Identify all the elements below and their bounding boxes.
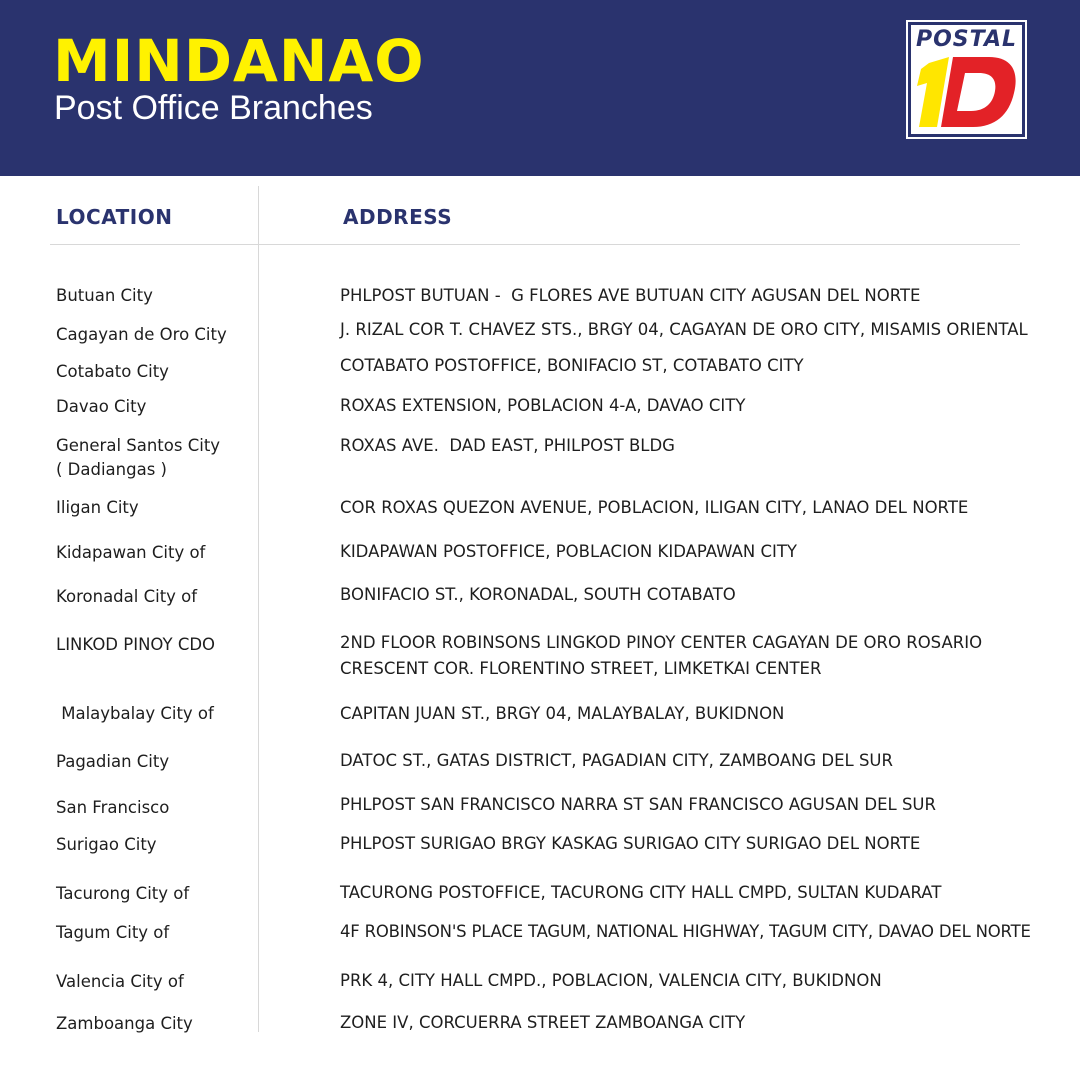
location-cell: Davao City: [56, 397, 147, 416]
header-banner: [0, 0, 1080, 176]
location-cell: Pagadian City: [56, 752, 170, 771]
location-cell: Surigao City: [56, 835, 157, 854]
postal-id-logo: [908, 22, 1025, 137]
address-cell: KIDAPAWAN POSTOFFICE, POBLACION KIDAPAWAN CITY: [340, 542, 798, 561]
location-cell: Koronadal City of: [56, 587, 198, 606]
location-cell: Zamboanga City: [56, 1014, 193, 1033]
address-cell: PHLPOST SAN FRANCISCO NARRA ST SAN FRANCISCO AGUSAN DEL SUR: [340, 795, 936, 814]
column-divider: [258, 186, 259, 1032]
address-cell: ZONE IV, CORCUERRA STREET ZAMBOANGA CITY: [340, 1013, 746, 1032]
location-cell: Cotabato City: [56, 362, 169, 381]
page-title: MINDANAO: [53, 27, 425, 95]
location-cell: Kidapawan City of: [56, 543, 206, 562]
logo-wordmark: POSTAL: [915, 27, 1017, 52]
location-cell: Valencia City of: [56, 972, 184, 991]
address-cell: TACURONG POSTOFFICE, TACURONG CITY HALL CMPD, SULTAN KUDARAT: [340, 883, 942, 902]
location-cell: Tagum City of: [56, 923, 170, 942]
address-cell: J. RIZAL COR T. CHAVEZ STS., BRGY 04, CAGAYAN DE ORO CITY, MISAMIS ORIENTAL: [340, 320, 1028, 339]
address-cell: 4F ROBINSON'S PLACE TAGUM, NATIONAL HIGHWAY, TAGUM CITY, DAVAO DEL NORTE: [340, 922, 1031, 941]
address-cell: PRK 4, CITY HALL CMPD., POBLACION, VALENCIA CITY, BUKIDNON: [340, 971, 882, 990]
location-cell: Cagayan de Oro City: [56, 325, 227, 344]
header-divider: [50, 244, 1020, 245]
address-cell: PHLPOST BUTUAN - G FLORES AVE BUTUAN CITY AGUSAN DEL NORTE: [340, 286, 921, 305]
location-cell: Iligan City: [56, 498, 139, 517]
id-logo-icon: [915, 53, 1018, 131]
location-cell: Tacurong City of: [56, 884, 190, 903]
location-cell: Butuan City: [56, 286, 153, 305]
address-cell: ROXAS EXTENSION, POBLACION 4-A, DAVAO CITY: [340, 396, 746, 415]
address-cell: PHLPOST SURIGAO BRGY KASKAG SURIGAO CITY SURIGAO DEL NORTE: [340, 834, 921, 853]
location-cell: San Francisco: [56, 798, 170, 817]
address-cell: DATOC ST., GATAS DISTRICT, PAGADIAN CITY, ZAMBOANG DEL SUR: [340, 751, 893, 770]
location-column-header: LOCATION: [56, 205, 173, 229]
address-cell: COTABATO POSTOFFICE, BONIFACIO ST, COTABATO CITY: [340, 356, 804, 375]
address-cell: BONIFACIO ST., KORONADAL, SOUTH COTABATO: [340, 585, 736, 604]
location-cell: General Santos City ( Dadiangas ): [56, 436, 221, 479]
address-cell: COR ROXAS QUEZON AVENUE, POBLACION, ILIGAN CITY, LANAO DEL NORTE: [340, 498, 969, 517]
address-cell: CAPITAN JUAN ST., BRGY 04, MALAYBALAY, BUKIDNON: [340, 704, 785, 723]
location-cell: Malaybalay City of: [56, 704, 214, 723]
address-column-header: ADDRESS: [343, 205, 453, 229]
address-cell: 2ND FLOOR ROBINSONS LINGKOD PINOY CENTER CAGAYAN DE ORO ROSARIO CRESCENT COR. FLORENTINO STREET, LIMKETKAI CENTER: [340, 633, 983, 678]
address-cell: ROXAS AVE. DAD EAST, PHILPOST BLDG: [340, 436, 675, 455]
page-subtitle: Post Office Branches: [54, 89, 373, 127]
location-cell: LINKOD PINOY CDO: [56, 635, 216, 654]
